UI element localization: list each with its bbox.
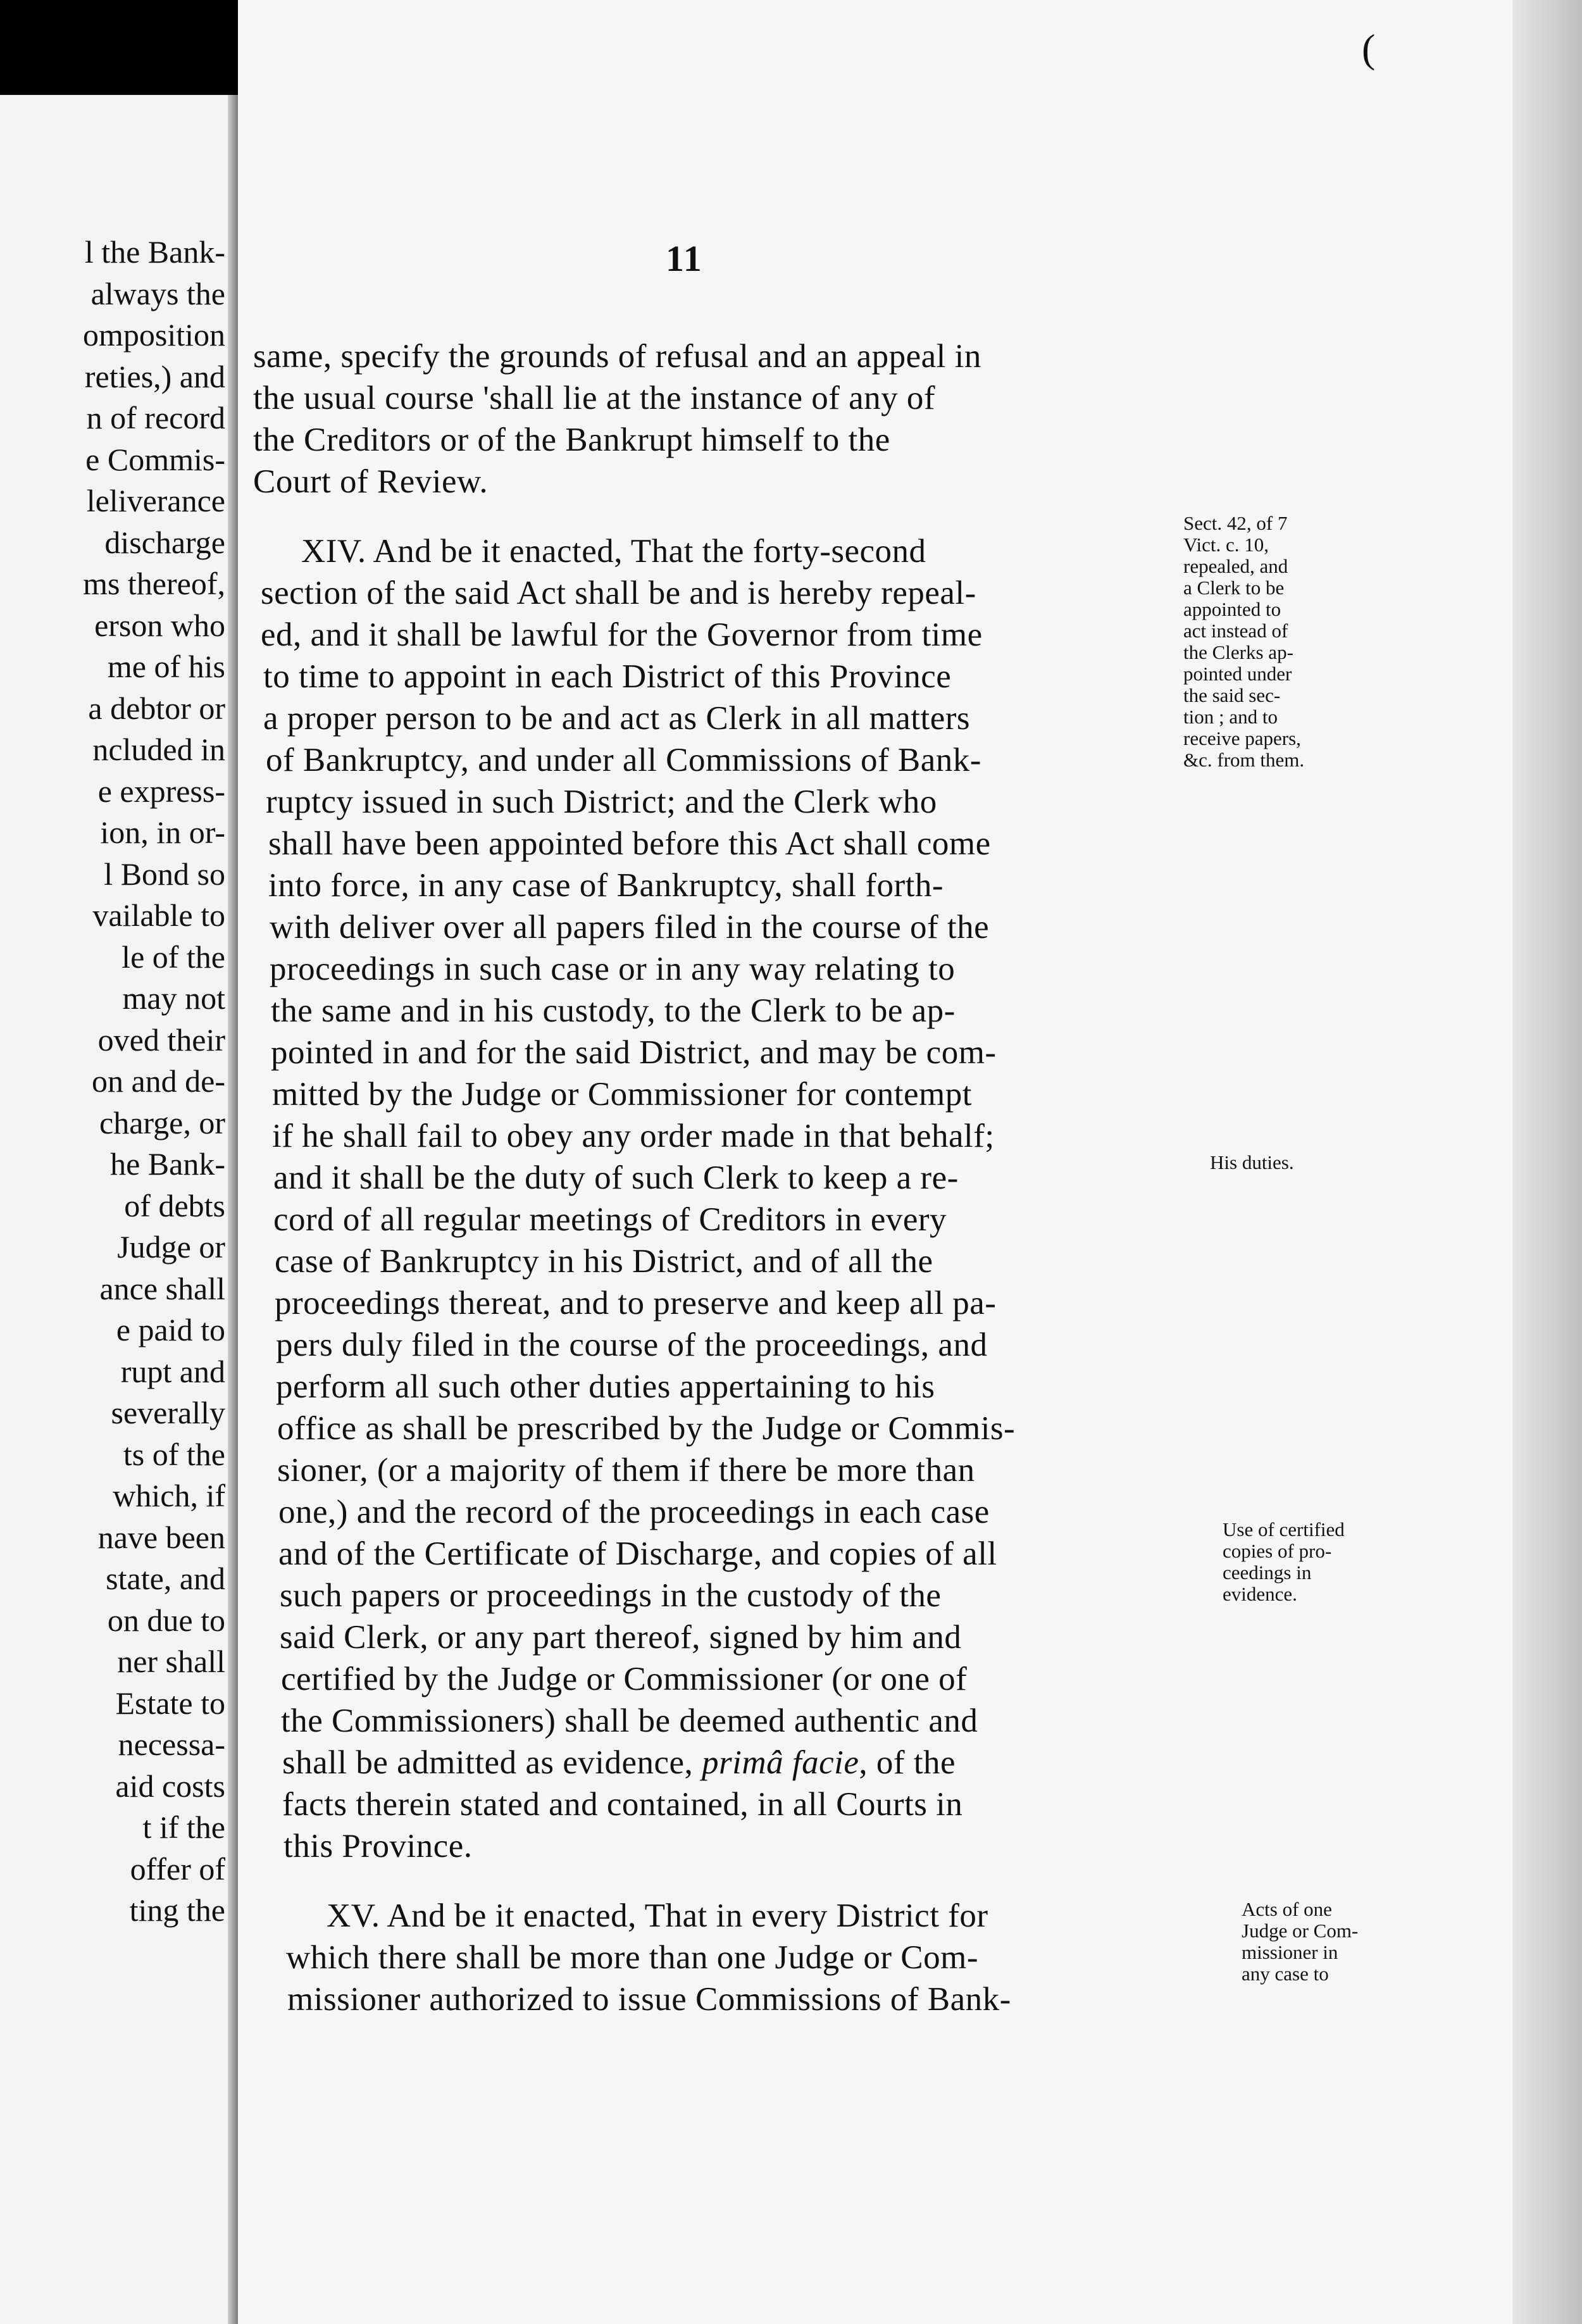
margin-note-line: missioner in (1242, 1941, 1338, 1963)
left-line: Estate to (115, 1685, 225, 1721)
margin-note-line: His duties. (1210, 1151, 1294, 1173)
body-line: to time to appoint in each District of this Province (263, 658, 952, 695)
left-line: always the (90, 275, 225, 311)
body-line: missioner authorized to issue Commissions of Bank- (287, 1981, 1011, 2018)
left-line: me of his (107, 649, 225, 684)
left-line: ncluded in (92, 732, 225, 767)
left-line: erson who (94, 607, 225, 643)
text-run: , of the (859, 1744, 956, 1781)
text-run: shall be admitted as evidence, (282, 1744, 694, 1781)
body-line: proceedings thereat, and to preserve and keep all pa- (275, 1285, 997, 1321)
body-line: and of the Certificate of Discharge, and copies of all (278, 1535, 997, 1572)
left-line: offer of (130, 1851, 225, 1887)
body-line: pers duly filed in the course of the proceedings, and (276, 1327, 988, 1363)
body-line: and it shall be the duty of such Clerk to keep a re- (273, 1159, 959, 1196)
body-line: mitted by the Judge or Commissioner for contempt (272, 1076, 972, 1113)
margin-note-line: a Clerk to be (1183, 577, 1285, 599)
corner-mark: ( (1362, 26, 1376, 71)
body-line: pointed in and for the said District, and may be com- (271, 1034, 997, 1071)
left-line: state, and (106, 1561, 225, 1596)
body-line: Court of Review. (253, 463, 489, 500)
body-line: one,) and the record of the proceedings in each case (278, 1494, 990, 1530)
margin-note-line: &c. from them. (1183, 749, 1305, 771)
left-line: ting the (129, 1892, 225, 1928)
margin-note-line: Judge or Com- (1242, 1920, 1359, 1942)
left-line: on and de- (91, 1063, 225, 1099)
body-line: into force, in any case of Bankruptcy, shall forth- (268, 867, 944, 904)
page-edge-shadow (1512, 0, 1582, 2324)
left-line: t if the (142, 1809, 225, 1845)
left-line: vailable to (92, 897, 225, 933)
margin-note-line: ceedings in (1223, 1561, 1312, 1584)
left-line: may not (122, 980, 225, 1016)
left-line: n of record (86, 400, 225, 435)
body-line: the same and in his custody, to the Clerk to be ap- (271, 992, 956, 1029)
margin-note-line: any case to (1242, 1963, 1329, 1985)
body-line: with deliver over all papers filed in the course of the (270, 909, 990, 946)
body-line: the usual course 'shall lie at the instance of any of (253, 380, 936, 416)
left-line: nave been (97, 1519, 225, 1555)
body-line: if he shall fail to obey any order made in that behalf; (272, 1118, 995, 1154)
section-xv-heading-line: XV. And be it enacted, That in every District for (327, 1897, 988, 1934)
left-line: he Bank- (110, 1146, 225, 1182)
margin-note-line: the Clerks ap- (1183, 641, 1293, 663)
body-line: proceedings in such case or in any way relating to (270, 951, 956, 987)
body-line: perform all such other duties appertaining to his (276, 1368, 935, 1405)
left-facing-page (0, 95, 235, 2324)
left-line: omposition (82, 317, 225, 353)
body-line: cord of all regular meetings of Creditors in every (273, 1201, 947, 1238)
left-line: e Commis- (85, 441, 225, 477)
left-line: of debts (124, 1187, 225, 1223)
body-line: certified by the Judge or Commissioner (or one of (281, 1661, 968, 1697)
body-line: the Creditors or of the Bankrupt himself to the (253, 422, 890, 458)
left-line: l the Bank- (84, 234, 225, 270)
margin-note-line: evidence. (1223, 1583, 1297, 1605)
left-line: which, if (113, 1478, 225, 1513)
margin-note-line: tion ; and to (1183, 706, 1278, 728)
body-line: said Clerk, or any part thereof, signed by him and (280, 1619, 962, 1656)
left-line: charge, or (99, 1104, 225, 1140)
margin-note-line: pointed under (1183, 663, 1292, 685)
left-line: leliverance (86, 483, 225, 518)
body-line: such papers or proceedings in the custody of the (280, 1577, 942, 1614)
body-line: the Commissioners) shall be deemed authentic and (281, 1702, 978, 1739)
body-line: facts therein stated and contained, in all Courts in (282, 1786, 963, 1823)
body-line: which there shall be more than one Judge or Com- (286, 1939, 979, 1976)
left-line: necessa- (118, 1727, 225, 1762)
left-line: ion, in or- (100, 815, 225, 850)
left-line: le of the (121, 939, 225, 975)
left-line: ms thereof, (83, 566, 225, 601)
body-line: sioner, (or a majority of them if there be more than (277, 1452, 975, 1489)
left-line: rupt and (120, 1353, 225, 1389)
left-line: ts of the (123, 1436, 225, 1472)
page-number: 11 (666, 238, 703, 279)
body-line: a proper person to be and act as Clerk in all matters (263, 700, 971, 737)
left-line: oved their (97, 1021, 225, 1058)
body-line: case of Bankruptcy in his District, and of all the (275, 1243, 933, 1280)
page-gutter (228, 95, 238, 2324)
margin-note-line: Vict. c. 10, (1183, 534, 1269, 556)
margin-note-line: copies of pro- (1223, 1540, 1332, 1562)
left-line: severally (111, 1395, 225, 1430)
margin-note-line: appointed to (1183, 598, 1281, 620)
left-line: ner shall (117, 1644, 225, 1679)
left-line: e express- (97, 773, 225, 809)
left-line: on due to (107, 1602, 225, 1638)
margin-note-line: Sect. 42, of 7 (1183, 512, 1288, 534)
margin-note-line: act instead of (1183, 620, 1288, 642)
margin-note-line: repealed, and (1183, 555, 1288, 577)
body-line: this Province. (283, 1828, 473, 1865)
margin-note-line: receive papers, (1183, 727, 1301, 749)
body-line: of Bankruptcy, and under all Commissions of Bank- (266, 742, 981, 778)
section-xiv-heading-line: XIV. And be it enacted, That the forty-second (301, 533, 926, 570)
left-line: reties,) and (84, 358, 225, 394)
body-line: section of the said Act shall be and is hereby repeal- (261, 575, 976, 611)
right-page (238, 0, 1582, 2324)
margin-note-line: Use of certified (1223, 1518, 1345, 1540)
left-line: Judge or (117, 1229, 225, 1265)
body-line: ruptcy issued in such District; and the Clerk who (266, 784, 937, 820)
body-line: shall have been appointed before this Act shall come (268, 825, 991, 862)
body-line: office as shall be prescribed by the Judge or Commis- (277, 1410, 1016, 1447)
left-line: a debtor or (88, 690, 225, 726)
italic-phrase: primâ facie (702, 1744, 859, 1781)
body-line: same, specify the grounds of refusal and an appeal in (253, 338, 981, 375)
body-line-with-italic (282, 1742, 956, 1784)
margin-note-line: the said sec- (1183, 684, 1281, 706)
body-line: ed, and it shall be lawful for the Governor from time (261, 616, 983, 653)
left-line: ance shall (99, 1270, 225, 1306)
left-line: discharge (104, 524, 225, 560)
left-line: e paid to (116, 1312, 225, 1347)
left-line: aid costs (115, 1768, 225, 1804)
margin-note-line: Acts of one (1242, 1898, 1332, 1920)
left-line: l Bond so (104, 856, 225, 892)
